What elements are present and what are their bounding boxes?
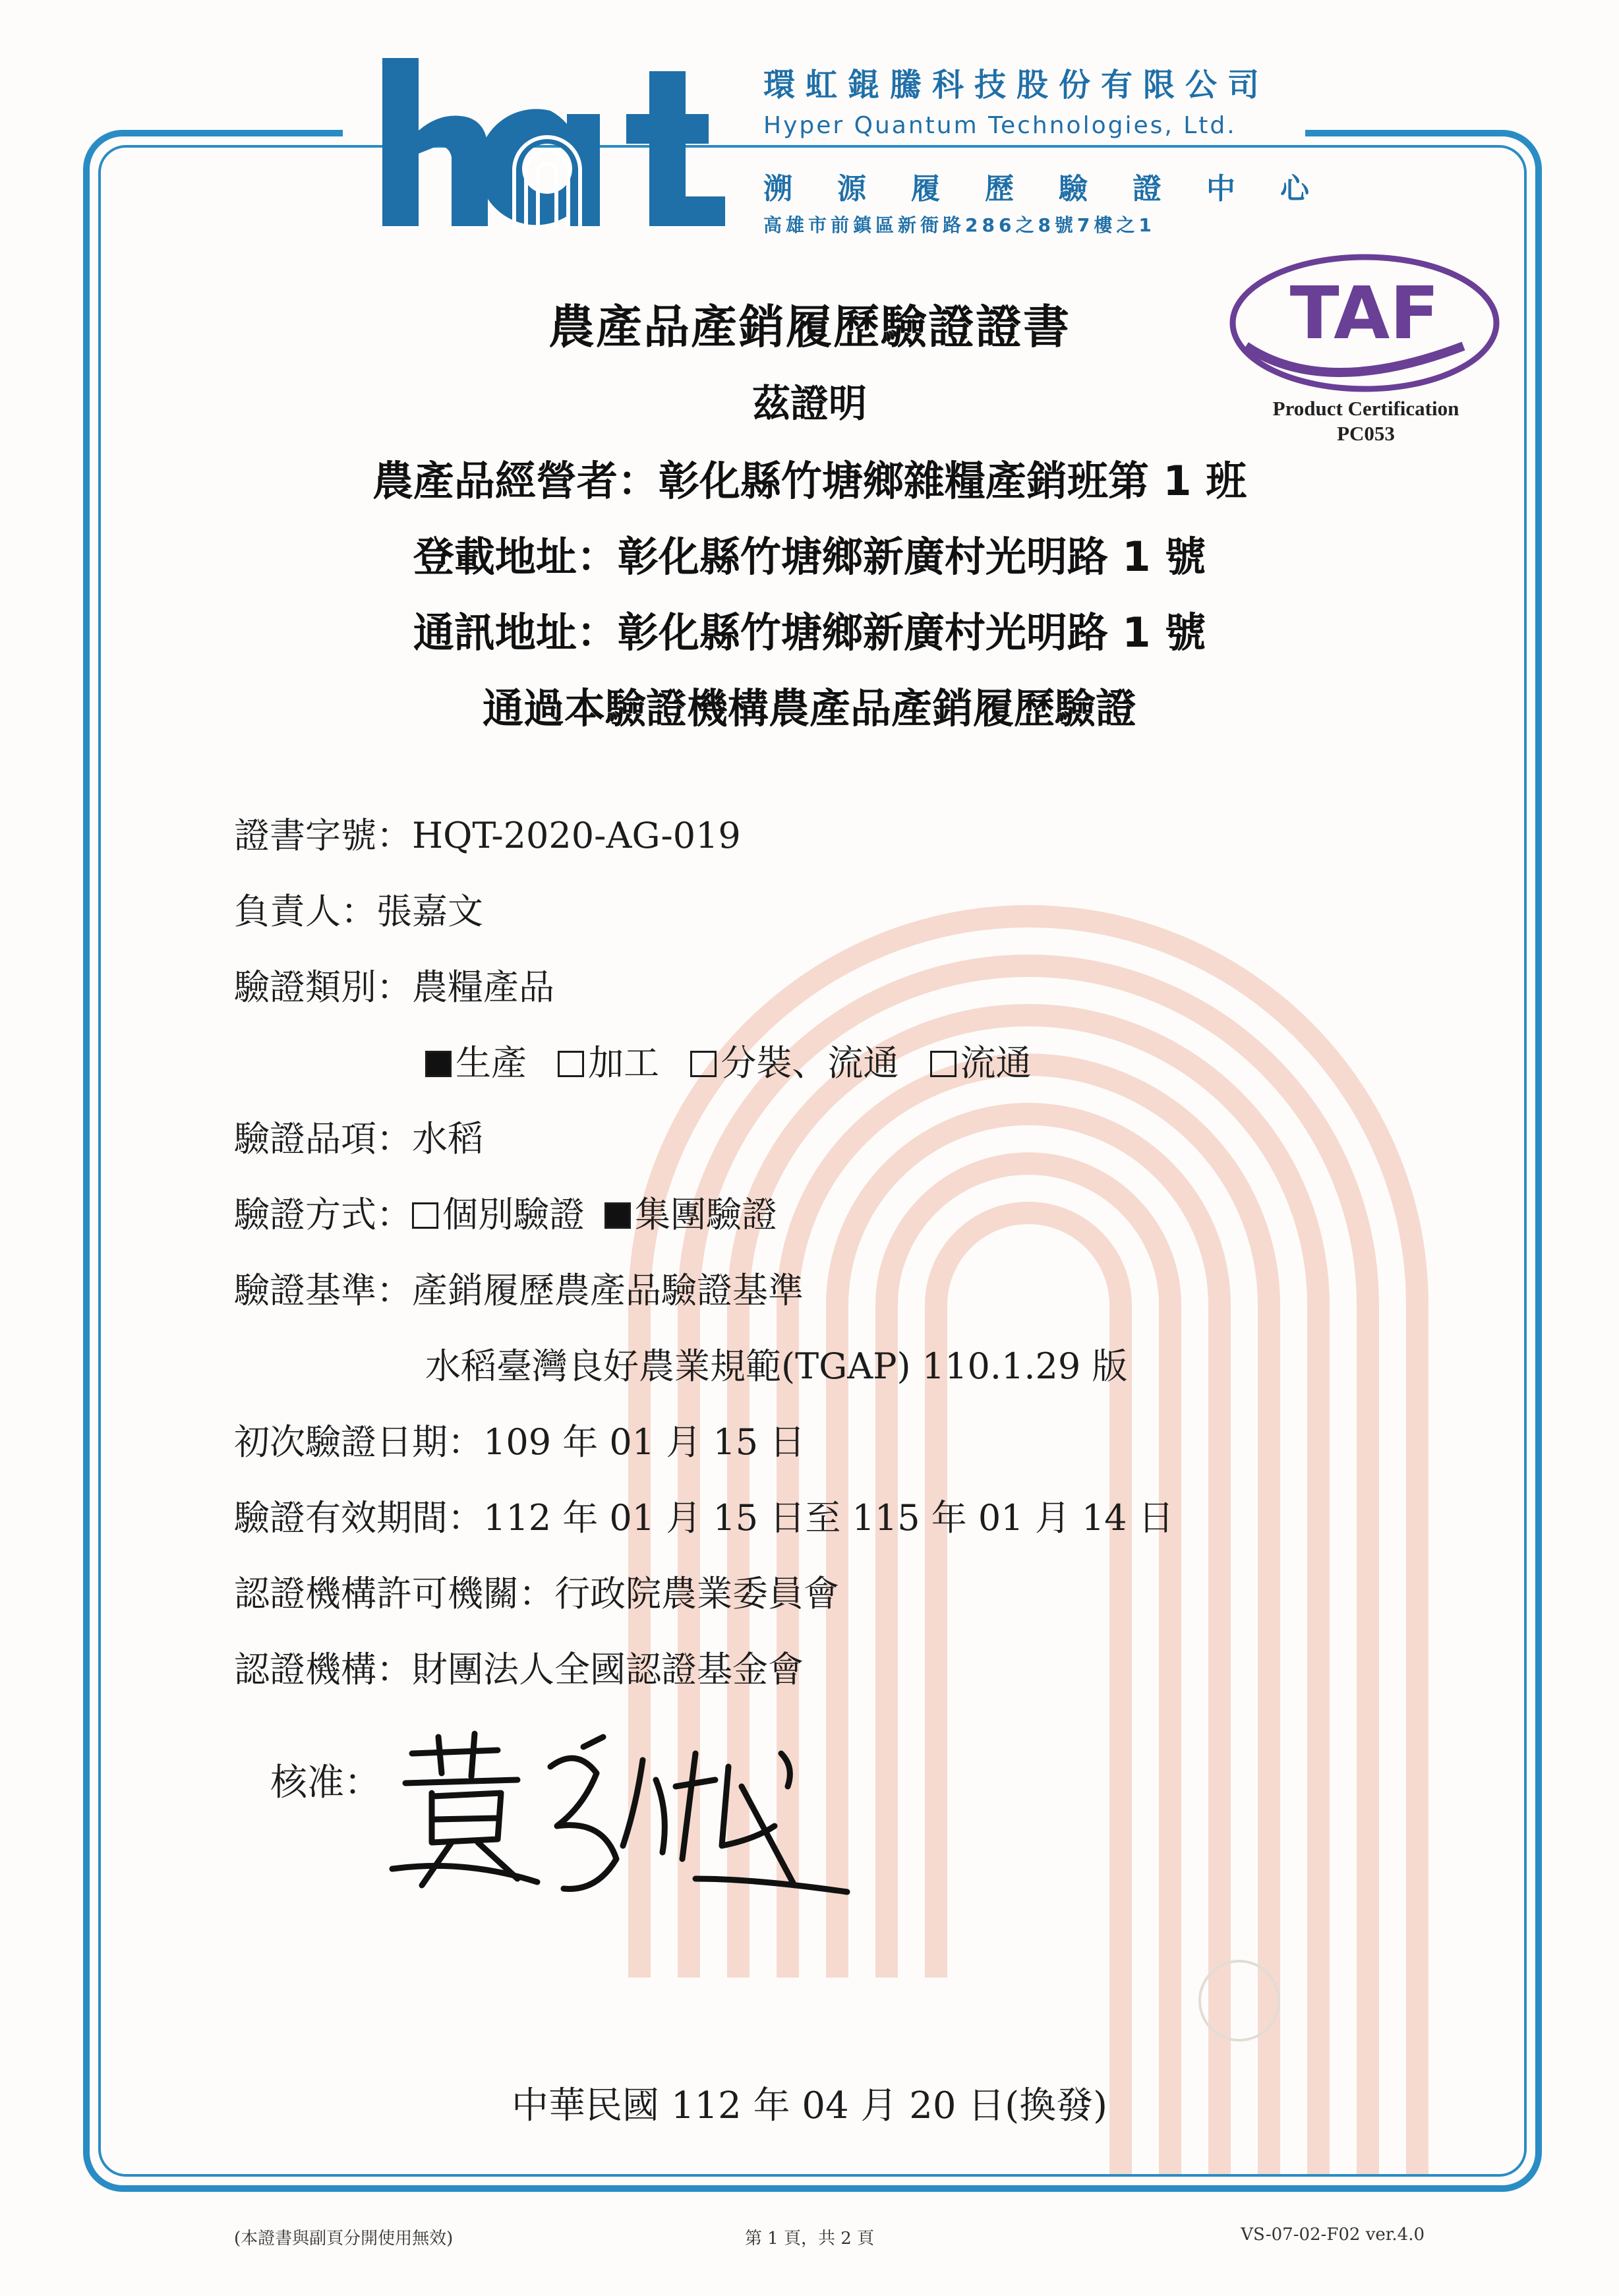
option-distribution [930, 1042, 1032, 1084]
footer-notice: (本證書與副頁分開使用無效) [234, 2229, 454, 2249]
form-version: VS-07-02-F02 ver.4.0 [1241, 2225, 1425, 2245]
checkbox-production [425, 1051, 452, 1077]
checkbox-individual [412, 1202, 438, 1229]
certificate-title: 農產品產銷履歷驗證證書 [548, 300, 1071, 354]
option-packing-distribution [690, 1042, 898, 1084]
certify-text: 茲證明 [751, 381, 867, 426]
checkbox-distribution [930, 1051, 957, 1077]
accreditation-body: 認證機構：財團法人全國認證基金會 [234, 1649, 804, 1690]
operator-line: 農產品經營者：彰化縣竹塘鄉雜糧產銷班第 1 班 [372, 457, 1247, 505]
option-label: 分裝、流通 [721, 1042, 899, 1084]
stage-options [425, 1035, 1051, 1086]
registered-address-line: 登載地址：彰化縣竹塘鄉新廣村光明路 1 號 [413, 533, 1206, 581]
validity-period: 驗證有效期間：112 年 01 月 15 日至 115 年 01 月 14 日 [234, 1497, 1174, 1539]
taf-cert-number: PC053 [1337, 422, 1395, 445]
responsible-person: 負責人：張嘉文 [234, 891, 483, 932]
certificate-number: 證書字號：HQT-2020-AG-019 [234, 815, 741, 856]
option-label: 加工 [588, 1042, 660, 1084]
taf-cert-label: Product Certification [1272, 397, 1459, 420]
company-address: 高雄市前鎮區新衙路286之8號7樓之1 [763, 214, 1156, 236]
option-individual [412, 1194, 585, 1235]
certification-method [234, 1187, 797, 1237]
option-group [604, 1194, 777, 1235]
certification-standard-sub: 水稻臺灣良好農業規範(TGAP) 110.1.29 版 [425, 1345, 1128, 1387]
passed-certification-line: 通過本驗證機構農產品產銷履歷驗證 [482, 684, 1136, 732]
certification-item: 驗證品項：水稻 [234, 1118, 483, 1160]
approver-signature [386, 1727, 860, 1899]
checkbox-processing [558, 1051, 584, 1077]
method-prefix: 驗證方式： [234, 1194, 412, 1235]
option-label: 個別驗證 [442, 1194, 585, 1235]
approval-label: 核准： [270, 1761, 381, 1804]
checkbox-group [604, 1202, 631, 1229]
first-certification-date: 初次驗證日期：109 年 01 月 15 日 [234, 1421, 806, 1463]
option-label: 流通 [960, 1042, 1032, 1084]
hqt-logo [382, 58, 738, 236]
option-label: 生產 [456, 1042, 527, 1084]
certification-standard: 驗證基準：產銷履歷農產品驗證基準 [234, 1270, 804, 1311]
issue-date: 中華民國 112 年 04 月 20 日(換發) [512, 2084, 1107, 2127]
option-production [425, 1042, 527, 1084]
company-name-zh: 環虹錕騰科技股份有限公司 [763, 67, 1270, 103]
center-name: 溯源履歷驗證中心 [763, 172, 1354, 206]
mailing-address-line: 通訊地址：彰化縣竹塘鄉新廣村光明路 1 號 [413, 608, 1206, 657]
option-processing [558, 1042, 659, 1084]
option-label: 集團驗證 [635, 1194, 777, 1235]
page-number: 第 1 頁，共 2 頁 [744, 2229, 875, 2249]
licensing-authority: 認證機構許可機關：行政院農業委員會 [234, 1573, 839, 1614]
taf-mark-text: TAF [1289, 271, 1440, 355]
certification-category: 驗證類別：農糧產品 [234, 966, 554, 1008]
checkbox-packing-distribution [690, 1051, 717, 1077]
company-name-en: Hyper Quantum Technologies, Ltd. [763, 112, 1237, 139]
